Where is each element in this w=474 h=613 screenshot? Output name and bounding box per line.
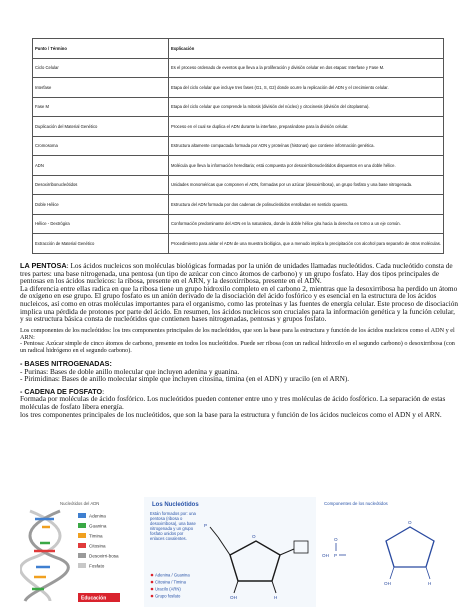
row-definition: Es el proceso ordenado de eventos que lleva a la proliferación y división celular en dos etapas: Interfase y Fase M. xyxy=(169,58,444,78)
phosphate-label: P xyxy=(204,523,208,528)
ring-oh-label: OH xyxy=(384,581,391,586)
row-definition: Unidades monoméricas que componen el ADN, formadas por un azúcar (desoxirribosa), un grupo fosfato y una base nitrogenada. xyxy=(169,175,444,195)
legend-label: Timina xyxy=(89,533,103,539)
bullet-text: Uracilo (ARN) xyxy=(155,586,181,592)
ring-o-label: O xyxy=(408,520,412,525)
row-term: Cromosoma xyxy=(33,136,169,156)
row-definition: Estructura del ADN formada por dos cadenas de polinucleótidos enrolladas en sentido opuesto. xyxy=(169,195,444,215)
bullet-text: Adenina / Guanina xyxy=(155,572,190,578)
bullet-text: Citosina / Timina xyxy=(155,579,186,585)
row-term: ADN xyxy=(33,156,169,176)
pentosa-body: : Los ácidos nucleicos son moléculas biológicas formadas por la unión de unidades llamadas nucleótidos. Cada nucleótido consta de tres partes: una base nitrogenada, una pentosa (un tipo de azúcar con cinco átomos de carbono) y un grupo fosfato. Hay dos tipos principales de pentosas en los ácidos nucleicos: la ribosa, presente en el ARN, y la desoxirribosa, presente en el ADN. xyxy=(20,261,453,286)
nucleotide-title: Los Nucleótidos xyxy=(152,502,199,508)
ring-oxygen-label: O xyxy=(252,534,256,539)
pentosa-item: - Pentosa: Azúcar simple de cinco átomos de carbono, presente en todos los nucleótidos. Puede ser ribosa (con un radical hidroxilo en el segundo carbono) o desoxirribosa (con un radical hidrógeno en el segundo carbono). xyxy=(20,340,455,355)
row-definition: Conformación predominante del ADN en la naturaleza, donde la doble hélice gira hacia la derecha en torno a un eje común. xyxy=(169,214,444,234)
row-term: Desoxirribonucleótidos xyxy=(33,175,169,195)
pentosa-paragraph xyxy=(20,262,458,285)
table-row xyxy=(33,58,444,78)
header-definition: Explicación xyxy=(169,39,444,59)
table-row xyxy=(33,97,444,117)
bullet-text: Grupo fosfato xyxy=(155,593,181,599)
pirimidinas-item: - Pirimidinas: Bases de anillo molecular simple que incluyen citosina, timina (en el ADN) y uracilo (en el ARN). xyxy=(20,374,350,384)
purinas-item: - Purinas: Bases de doble anillo molecular que incluyen adenina y guanina. xyxy=(20,366,240,376)
row-term: Duplicación del Material Genético xyxy=(33,117,169,137)
row-definition: Estructura altamente compactada formada por ADN y proteínas (histonas) que contiene información genética. xyxy=(169,136,444,156)
hydrogen-label: H xyxy=(274,595,278,600)
bases-heading: - BASES NITROGENADAS: xyxy=(20,358,112,368)
phosphate-o-label: O xyxy=(334,537,338,542)
phosphate-oh-label: OH xyxy=(322,553,329,558)
row-definition: Etapa del ciclo celular que incluye tres fases (G1, S, G2) donde ocurre la replicación del ADN y el crecimiento celular. xyxy=(169,78,444,98)
legend-label: Citosina xyxy=(89,543,106,549)
figures-row xyxy=(20,497,458,607)
fosfato-paragraph: Formada por moléculas de ácido fosfórico. Los nucleótidos pueden contener entre uno y tres moléculas de ácido fosfórico. La separación de estas moléculas de fosfato libera energía. xyxy=(20,394,446,411)
row-term: Hélice - Dextrógira xyxy=(33,214,169,234)
pentosa-title: LA PENTOSA xyxy=(20,261,67,270)
legend-swatch xyxy=(78,563,86,568)
header-term: Punto / Término xyxy=(33,39,169,59)
table-row xyxy=(33,117,444,137)
components-figure xyxy=(320,497,458,607)
brand-text: Educación xyxy=(81,595,107,602)
components-intro: Los componentes de los nucleótidos: los tres componentes principales de los nucleótidos, que son la base para la estructura y función de los ácidos nucleicos como el ADN y el ARN: xyxy=(20,326,455,341)
row-term: Interfase xyxy=(33,78,169,98)
legend-label: Adenina xyxy=(89,513,106,519)
legend-swatch xyxy=(78,533,86,538)
body-text xyxy=(20,262,458,418)
table-row xyxy=(33,234,444,254)
legend-swatch xyxy=(78,543,86,548)
row-term: Ciclo Celular xyxy=(33,58,169,78)
row-term: Fase M xyxy=(33,97,169,117)
row-definition: Etapa del ciclo celular que comprende la mitosis (división del núcleo) y citocinesis (división del citoplasma). xyxy=(169,97,444,117)
fosfato-heading: - CADENA DE FOSFATO xyxy=(20,386,103,396)
legend-label: Desoxirri-bosa xyxy=(89,553,119,559)
pentosa-paragraph-2: La diferencia entre ellas radica en que la ribosa tiene un grupo hidroxilo completo en el carbono 2, mientras que la desoxirribosa ha perdido un átomo de oxígeno en ese grupo. El grupo fosfato es un anión derivado de la disociación del ácido fosfórico y es esencial en la estructura de los ácidos nucleicos, así como en otras moléculas importantes para el organismo, como las proteínas y las fuentes de energía celular. Este proceso de disociación implica una pérdida de protones por parte del ácido. En resumen, los ácidos nucleicos son cruciales para la información genética y la función celular, y su estructura básica consta de nucleótidos que contienen bases nitrogenadas, pentosas y grupos fosfato. xyxy=(20,283,459,324)
dna-caption: Nucleótidos del ADN xyxy=(60,501,100,506)
legend-label: Guanina xyxy=(89,523,107,529)
nucleotide-notes: Están formados por: una pentosa (ribosa o desoxirribosa), una base nitrogenada y un grupo fosfato unidos por enlaces covalentes. xyxy=(150,511,196,541)
phosphate-p-label: P xyxy=(334,553,338,558)
ring-h-label: H xyxy=(428,581,432,586)
row-definition: Molécula que lleva la información hereditaria; está compuesta por desoxirribonucleótidos dispuestos en una doble hélice. xyxy=(169,156,444,176)
nucleotide-figure xyxy=(144,497,316,607)
row-term: Doble Hélice xyxy=(33,195,169,215)
row-term: Extracción de Material Genético xyxy=(33,234,169,254)
dna-nucleotides-figure xyxy=(20,497,140,607)
hydroxyl-label: OH xyxy=(230,595,237,600)
glossary-table xyxy=(32,38,444,254)
table-header-row xyxy=(33,39,444,59)
legend-swatch xyxy=(78,553,86,558)
fosfato-paragraph-2: los tres componentes principales de los nucleótidos, que son la base para la estructura y función de los ácidos nucleicos como el ADN y el ARN. xyxy=(20,409,442,419)
table-row xyxy=(33,156,444,176)
components-title: Componentes de los nucleótidos xyxy=(324,501,388,506)
table-row xyxy=(33,175,444,195)
row-definition: Proceso en el cual se duplica el ADN durante la interfase, preparándose para la división celular. xyxy=(169,117,444,137)
legend-swatch xyxy=(78,523,86,528)
table-row xyxy=(33,214,444,234)
table-row xyxy=(33,136,444,156)
legend-swatch xyxy=(78,513,86,518)
legend-label: Fosfato xyxy=(89,563,105,569)
table-row xyxy=(33,195,444,215)
row-definition: Procedimiento para aislar el ADN de una muestra biológica, que a menudo implica la precipitación con alcohol para separarlo de otras moléculas. xyxy=(169,234,444,254)
fosfato-colon: : xyxy=(102,386,105,396)
table-row xyxy=(33,78,444,98)
